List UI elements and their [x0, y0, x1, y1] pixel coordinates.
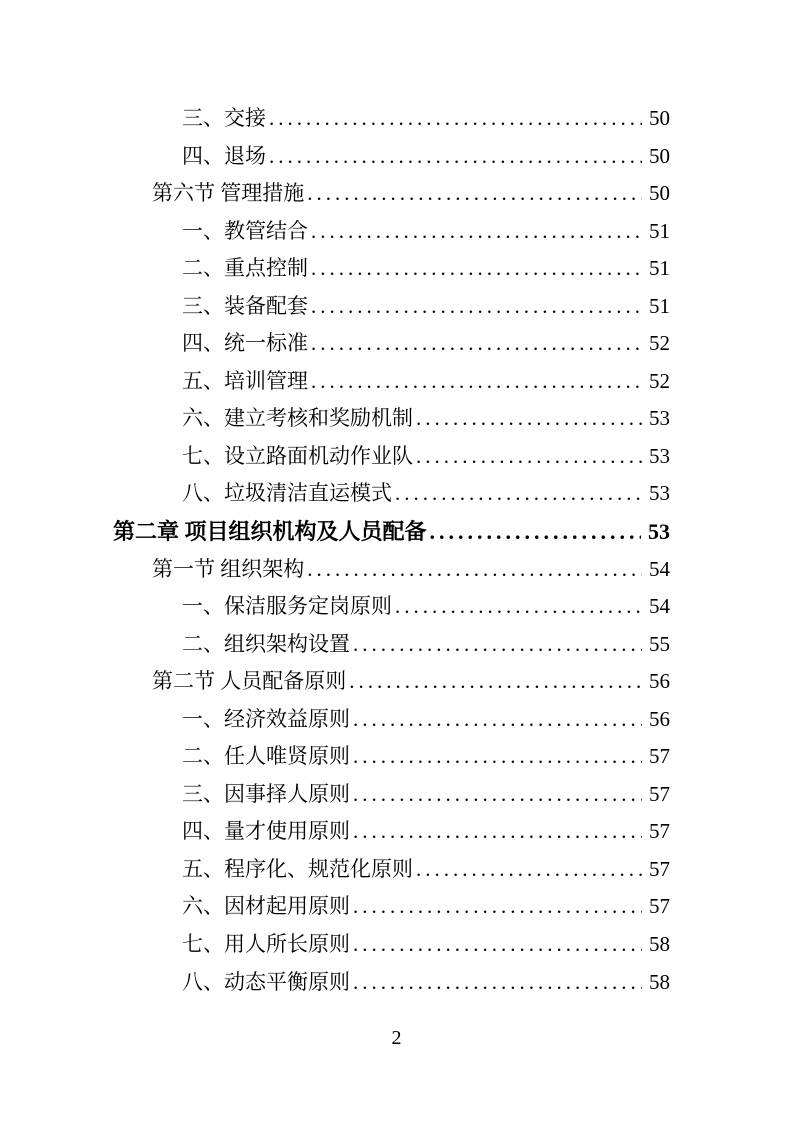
toc-entry-page-number: 57: [649, 819, 670, 844]
toc-entry-item-14[interactable]: [113, 626, 670, 664]
dot-leader: [311, 250, 642, 288]
toc-entry-page-number: 57: [649, 894, 670, 919]
toc-entry-page-number: 57: [649, 856, 670, 881]
dot-leader: [269, 138, 642, 176]
dot-leader: [307, 551, 642, 589]
toc-entry-title: 三、交接: [182, 106, 266, 130]
toc-entry-section-12[interactable]: [113, 551, 670, 589]
toc-entry-title: 二、重点控制: [182, 256, 308, 281]
toc-entry-item-16[interactable]: [113, 701, 670, 739]
toc-entry-page-number: 52: [649, 331, 670, 356]
toc-entry-page-number: 54: [649, 556, 670, 581]
toc-entry-item-5[interactable]: [113, 288, 670, 326]
toc-entry-page-number: 58: [649, 932, 670, 957]
toc-entry-item-19[interactable]: [113, 813, 670, 851]
toc-entry-title: 七、设立路面机动作业队: [182, 443, 413, 468]
toc-entry-title: 一、经济效益原则: [182, 706, 350, 731]
toc-entry-page-number: 54: [649, 594, 670, 619]
toc-entry-item-7[interactable]: [113, 363, 670, 401]
toc-entry-item-4[interactable]: [113, 250, 670, 288]
dot-leader: [311, 213, 642, 251]
toc-entry-title: 二、组织架构设置: [182, 631, 350, 656]
toc-entry-item-18[interactable]: [113, 776, 670, 814]
toc-entry-item-20[interactable]: [113, 851, 670, 889]
dot-leader: [353, 776, 642, 814]
dot-leader: [395, 588, 642, 626]
toc-entry-page-number: 57: [649, 744, 670, 769]
table-of-contents: [113, 100, 670, 1001]
toc-entry-item-0[interactable]: [113, 100, 670, 138]
toc-entry-title: 四、统一标准: [182, 331, 308, 356]
toc-entry-title: 八、动态平衡原则: [182, 969, 350, 994]
toc-entry-item-3[interactable]: [113, 213, 670, 251]
toc-entry-page-number: 53: [648, 519, 670, 545]
toc-entry-title: 一、保洁服务定岗原则: [182, 594, 392, 619]
dot-leader: [307, 175, 642, 213]
footer-page-number: 2: [391, 1027, 402, 1049]
toc-entry-title: 四、量才使用原则: [182, 819, 350, 844]
toc-entry-title: 一、教管结合: [182, 218, 308, 243]
toc-entry-title: 六、因材起用原则: [182, 894, 350, 919]
dot-leader: [395, 475, 642, 513]
toc-entry-page-number: 56: [649, 706, 670, 731]
toc-entry-title: 二、任人唯贤原则: [182, 744, 350, 769]
toc-entry-title: 五、培训管理: [182, 368, 308, 393]
toc-entry-page-number: 52: [649, 368, 670, 393]
toc-entry-item-10[interactable]: [113, 475, 670, 513]
toc-entry-page-number: 55: [649, 631, 670, 656]
dot-leader: [311, 288, 642, 326]
toc-entry-page-number: 51: [649, 256, 670, 281]
dot-leader: [430, 513, 641, 551]
dot-leader: [353, 926, 642, 964]
dot-leader: [353, 701, 642, 739]
dot-leader: [353, 964, 642, 1002]
dot-leader: [416, 438, 642, 476]
toc-entry-title: 六、建立考核和奖励机制: [182, 406, 413, 431]
toc-entry-chapter-11[interactable]: [113, 513, 670, 551]
toc-entry-item-9[interactable]: [113, 438, 670, 476]
toc-entry-item-23[interactable]: [113, 964, 670, 1002]
toc-entry-page-number: 51: [649, 218, 670, 243]
toc-entry-item-17[interactable]: [113, 738, 670, 776]
toc-entry-page-number: 51: [649, 293, 670, 318]
toc-entry-title: 三、因事择人原则: [182, 781, 350, 806]
dot-leader: [349, 663, 642, 701]
toc-entry-item-6[interactable]: [113, 325, 670, 363]
dot-leader: [416, 851, 642, 889]
toc-entry-page-number: 50: [649, 143, 670, 168]
toc-entry-item-13[interactable]: [113, 588, 670, 626]
toc-entry-page-number: 58: [649, 969, 670, 994]
dot-leader: [353, 626, 642, 664]
toc-entry-item-22[interactable]: [113, 926, 670, 964]
toc-entry-title: 七、用人所长原则: [182, 932, 350, 957]
toc-entry-title: 第二章 项目组织机构及人员配备: [113, 519, 427, 545]
toc-entry-section-2[interactable]: [113, 175, 670, 213]
toc-entry-title: 第六节 管理措施: [152, 181, 305, 206]
toc-entry-title: 第一节 组织架构: [152, 556, 305, 581]
toc-entry-title: 四、退场: [182, 143, 266, 168]
toc-entry-title: 第二节 人员配备原则: [152, 669, 347, 694]
dot-leader: [353, 813, 642, 851]
toc-entry-title: 五、程序化、规范化原则: [182, 856, 413, 881]
toc-entry-item-1[interactable]: [113, 138, 670, 176]
toc-entry-page-number: 50: [649, 181, 670, 206]
toc-entry-title: 三、装备配套: [182, 293, 308, 318]
dot-leader: [416, 400, 642, 438]
dot-leader: [311, 325, 642, 363]
toc-entry-item-8[interactable]: [113, 400, 670, 438]
toc-entry-page-number: 53: [649, 443, 670, 468]
dot-leader: [353, 738, 642, 776]
toc-entry-page-number: 56: [649, 669, 670, 694]
toc-entry-item-21[interactable]: [113, 888, 670, 926]
dot-leader: [353, 888, 642, 926]
page-footer: [0, 1023, 793, 1053]
dot-leader: [269, 100, 642, 138]
toc-entry-page-number: 53: [649, 481, 670, 506]
toc-entry-page-number: 50: [649, 106, 670, 130]
toc-entry-title: 八、垃圾清洁直运模式: [182, 481, 392, 506]
dot-leader: [311, 363, 642, 401]
toc-entry-section-15[interactable]: [113, 663, 670, 701]
toc-entry-page-number: 53: [649, 406, 670, 431]
toc-entry-page-number: 57: [649, 781, 670, 806]
